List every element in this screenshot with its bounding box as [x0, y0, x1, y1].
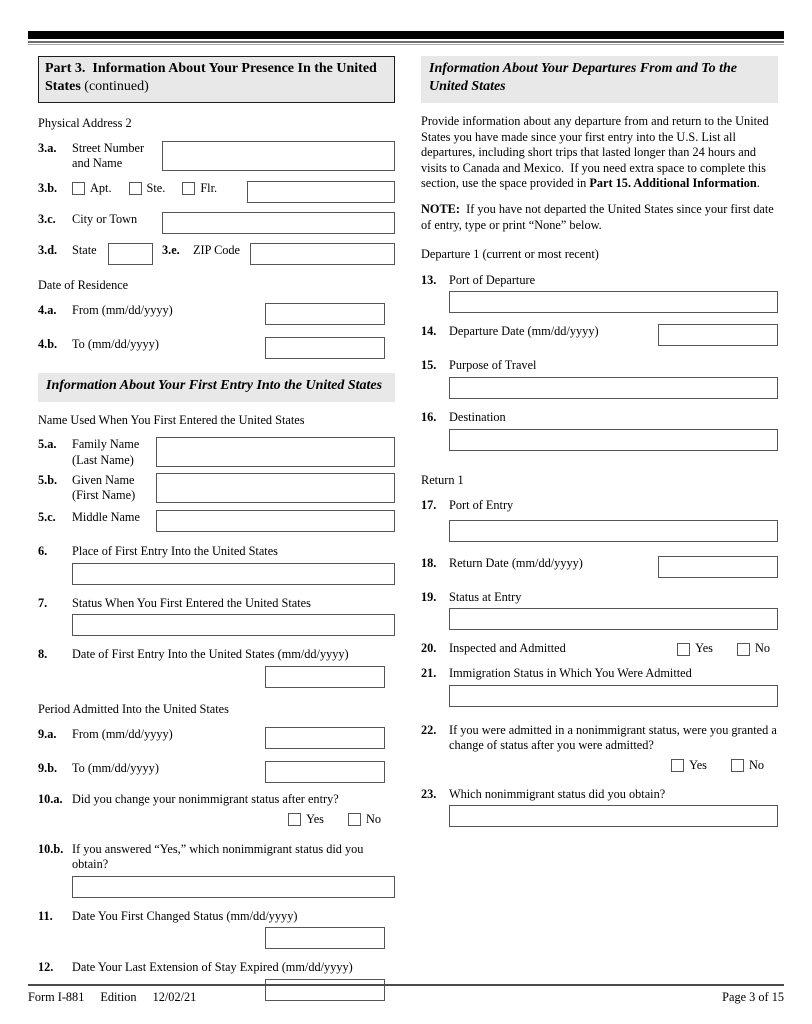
option-22-no [731, 758, 764, 774]
field-5a-label: Family Name (Last Name) [72, 437, 140, 468]
field-22-caption [421, 723, 778, 754]
input-3b-number[interactable] [247, 181, 395, 203]
field-19-number: 19. [421, 589, 437, 604]
option-3b-flr [182, 181, 217, 197]
field-17-label: Port of Entry [449, 498, 514, 513]
field-4a [38, 303, 395, 325]
input-16-destination[interactable] [449, 429, 778, 451]
checkbox-3b-ste[interactable] [129, 182, 142, 195]
input-17-port-of-entry[interactable] [449, 520, 778, 542]
field-14 [421, 324, 778, 346]
field-17 [421, 498, 778, 542]
field-4a-label: From (mm/dd/yyyy) [72, 303, 173, 318]
field-15-label: Purpose of Travel [449, 358, 537, 373]
field-14-number: 14. [421, 324, 437, 339]
departures-note [421, 202, 778, 233]
input-3a-street[interactable] [162, 141, 395, 171]
input-3e-zip[interactable] [250, 243, 395, 265]
name-used-label: Name Used When You First Entered the United States [38, 412, 305, 427]
option-10a-yes [288, 812, 324, 828]
footer-page-number: Page 3 of 15 [722, 990, 784, 1004]
checkbox-10a-yes-label: Yes [306, 811, 324, 826]
field-7-number: 7. [38, 595, 48, 610]
input-15-purpose-of-travel[interactable] [449, 377, 778, 399]
footer-form-number: Form I-881 [28, 990, 85, 1004]
checkbox-20-yes-label: Yes [695, 641, 713, 656]
field-5b [38, 473, 395, 504]
field-4b-number: 4.b. [38, 337, 58, 352]
field-9a-number: 9.a. [38, 727, 57, 742]
departure-1-label: Departure 1 (current or most recent) [421, 247, 599, 262]
field-11-number: 11. [38, 908, 53, 923]
field-8-number: 8. [38, 647, 48, 662]
field-19 [421, 590, 778, 631]
input-5c-middle-name[interactable] [156, 510, 395, 532]
field-3d-number: 3.d. [38, 242, 58, 257]
input-19-status-at-entry[interactable] [449, 608, 778, 630]
field-3c-label: City or Town [72, 211, 138, 226]
field-13-label: Port of Departure [449, 272, 536, 287]
checkbox-3b-flr[interactable] [182, 182, 195, 195]
field-22-number: 22. [421, 722, 437, 737]
field-3e-label: ZIP Code [193, 242, 241, 257]
input-10b-nonimmigrant-status[interactable] [72, 876, 395, 898]
option-20-yes [677, 641, 713, 657]
input-11-date-first-changed[interactable] [265, 927, 385, 949]
field-3e-number: 3.e. [162, 242, 180, 257]
input-18-return-date[interactable] [658, 556, 778, 578]
field-15 [421, 358, 778, 399]
input-8-date-first-entry[interactable] [265, 666, 385, 688]
field-10b [38, 842, 395, 898]
field-5c-label: Middle Name [72, 509, 140, 524]
field-19-label: Status at Entry [449, 589, 522, 604]
departures-section-header: Information About Your Departures From and To the United States [421, 56, 778, 103]
field-5a-number: 5.a. [38, 437, 57, 452]
field-21-label: Immigration Status in Which You Were Admitted [449, 666, 692, 681]
field-3d-label: State [72, 242, 97, 257]
option-10a-no [348, 812, 381, 828]
checkbox-22-no[interactable] [731, 759, 744, 772]
footer-edition-date: 12/02/21 [152, 990, 197, 1004]
field-18-number: 18. [421, 555, 437, 570]
return-1-label: Return 1 [421, 472, 464, 487]
checkbox-3b-apt-label: Apt. [90, 180, 112, 195]
option-3b-apt [72, 181, 112, 197]
field-10a-caption [38, 792, 395, 808]
field-16 [421, 410, 778, 451]
field-7-caption [38, 596, 395, 612]
input-3c-city[interactable] [162, 212, 395, 234]
field-5c [38, 510, 395, 532]
part3-title: Part 3. Information About Your Presence In the United States [45, 61, 377, 95]
field-17-caption [421, 498, 778, 514]
input-21-immigration-status[interactable] [449, 685, 778, 707]
field-23 [421, 787, 778, 828]
field-10a [38, 792, 395, 827]
input-5b-given-name[interactable] [156, 473, 395, 503]
note-label: NOTE: [421, 201, 460, 216]
checkbox-20-yes[interactable] [677, 643, 690, 656]
form-body [0, 45, 812, 1012]
field-12-caption [38, 960, 395, 976]
field-21-number: 21. [421, 666, 437, 681]
field-16-number: 16. [421, 410, 437, 425]
physical-address-2-label: Physical Address 2 [38, 115, 132, 130]
checkbox-22-yes-label: Yes [689, 757, 707, 772]
field-8 [38, 647, 395, 688]
field-9b-number: 9.b. [38, 761, 58, 776]
field-21 [421, 666, 778, 707]
input-9b-to-date[interactable] [265, 761, 385, 783]
field-21-caption [421, 666, 778, 682]
input-23-nonimmigrant-status-obtained[interactable] [449, 805, 778, 827]
field-15-number: 15. [421, 358, 437, 373]
field-10b-label: If you answered “Yes,” which nonimmigrant status did you obtain? [72, 841, 364, 872]
field-4b-label: To (mm/dd/yyyy) [72, 337, 159, 352]
field-10b-number: 10.b. [38, 841, 64, 856]
field-8-caption [38, 647, 395, 663]
field-20-label: Inspected and Admitted [449, 641, 566, 656]
field-13-caption [421, 273, 778, 289]
field-7-label: Status When You First Entered the United States [72, 595, 311, 610]
checkbox-3b-ste-label: Ste. [146, 180, 166, 195]
option-22-yes [671, 758, 707, 774]
field-16-label: Destination [449, 410, 506, 425]
right-column [421, 56, 778, 1012]
field-5b-number: 5.b. [38, 472, 58, 487]
field-22-yesno [421, 758, 778, 774]
field-3a-label: Street Number and Name [72, 140, 145, 171]
departures-intro-paragraph [421, 114, 778, 192]
checkbox-3b-flr-label: Flr. [200, 180, 218, 195]
input-5a-family-name[interactable] [156, 437, 395, 467]
field-13-number: 13. [421, 272, 437, 287]
field-20-number: 20. [421, 641, 437, 656]
field-6 [38, 544, 395, 585]
field-16-caption [421, 410, 778, 426]
checkbox-22-no-label: No [748, 757, 764, 772]
field-3b [38, 181, 395, 203]
first-entry-section-header: Information About Your First Entry Into the United States [38, 373, 395, 401]
field-9a-label: From (mm/dd/yyyy) [72, 727, 173, 742]
field-6-number: 6. [38, 543, 48, 558]
period-admitted-label: Period Admitted Into the United States [38, 701, 229, 716]
field-12-label: Date Your Last Extension of Stay Expired (mm/dd/yyyy) [72, 960, 353, 975]
field-9b [38, 761, 395, 783]
option-3b-ste [129, 181, 166, 197]
field-12-number: 12. [38, 960, 54, 975]
field-4a-number: 4.a. [38, 303, 57, 318]
field-3a [38, 141, 395, 172]
page-footer [28, 984, 784, 1005]
checkbox-20-no[interactable] [737, 643, 750, 656]
field-3d-3e [38, 243, 395, 265]
field-23-label: Which nonimmigrant status did you obtain? [449, 786, 666, 801]
field-18 [421, 556, 778, 578]
field-17-number: 17. [421, 498, 437, 513]
field-20-yesno [566, 641, 778, 657]
field-3c [38, 212, 395, 234]
field-13 [421, 273, 778, 314]
field-3a-number: 3.a. [38, 140, 57, 155]
field-6-label: Place of First Entry Into the United States [72, 543, 278, 558]
field-3b-number: 3.b. [38, 180, 58, 195]
intro-text: Provide information about any departure from and return to the United States you have made since your first entry into the U.S. List all departures, including short trips that lasted longer than 24 hours and visits to Canada and Mexico. If you need extra space to complete this section, use the space provided in [421, 113, 769, 191]
input-6-place-of-first-entry[interactable] [72, 563, 395, 585]
field-7 [38, 596, 395, 637]
note-text: If you have not departed the United States since your first date of entry, type or print “None” below. [421, 201, 774, 232]
input-9a-from-date[interactable] [265, 727, 385, 749]
field-23-number: 23. [421, 786, 437, 801]
input-14-departure-date[interactable] [658, 324, 778, 346]
field-19-caption [421, 590, 778, 606]
field-9b-label: To (mm/dd/yyyy) [72, 761, 159, 776]
input-13-port-of-departure[interactable] [449, 291, 778, 313]
input-4a-from-date[interactable] [265, 303, 385, 325]
field-3c-number: 3.c. [38, 211, 56, 226]
field-11-label: Date You First Changed Status (mm/dd/yyyy) [72, 908, 298, 923]
left-column [38, 56, 395, 1012]
input-4b-to-date[interactable] [265, 337, 385, 359]
field-14-label: Departure Date (mm/dd/yyyy) [449, 324, 599, 339]
field-6-caption [38, 544, 395, 560]
field-8-label: Date of First Entry Into the United States (mm/dd/yyyy) [72, 647, 349, 662]
field-11 [38, 909, 395, 950]
intro-period: . [756, 176, 760, 191]
checkbox-22-yes[interactable] [671, 759, 684, 772]
checkbox-10a-no-label: No [365, 811, 381, 826]
option-20-no [737, 641, 770, 657]
footer-edition-label: Edition [100, 990, 137, 1004]
field-22 [421, 723, 778, 774]
field-22-label: If you were admitted in a nonimmigrant status, were you granted a change of status after you were admitted? [449, 722, 777, 753]
top-black-bar [28, 31, 784, 39]
field-10b-caption [38, 842, 395, 873]
checkbox-10a-no[interactable] [348, 813, 361, 826]
date-of-residence-label: Date of Residence [38, 277, 129, 292]
part3-section-header [38, 56, 395, 103]
field-5c-number: 5.c. [38, 509, 56, 524]
field-10a-yesno [38, 812, 395, 828]
footer-form-info [28, 990, 196, 1005]
input-3d-state[interactable] [108, 243, 153, 265]
field-23-caption [421, 787, 778, 803]
field-10a-label: Did you change your nonimmigrant status after entry? [72, 792, 339, 807]
field-18-label: Return Date (mm/dd/yyyy) [449, 555, 583, 570]
field-5b-label: Given Name (First Name) [72, 472, 136, 503]
field-4b [38, 337, 395, 359]
checkbox-3b-apt[interactable] [72, 182, 85, 195]
field-5a [38, 437, 395, 468]
field-10a-number: 10.a. [38, 792, 63, 807]
field-15-caption [421, 358, 778, 374]
field-9a [38, 727, 395, 749]
intro-bold-reference: Part 15. Additional Information [589, 176, 757, 191]
part3-continued: (continued) [84, 79, 149, 95]
checkbox-10a-yes[interactable] [288, 813, 301, 826]
input-7-status-first-entered[interactable] [72, 614, 395, 636]
checkbox-20-no-label: No [754, 641, 770, 656]
field-20 [421, 641, 778, 657]
field-11-caption [38, 909, 395, 925]
